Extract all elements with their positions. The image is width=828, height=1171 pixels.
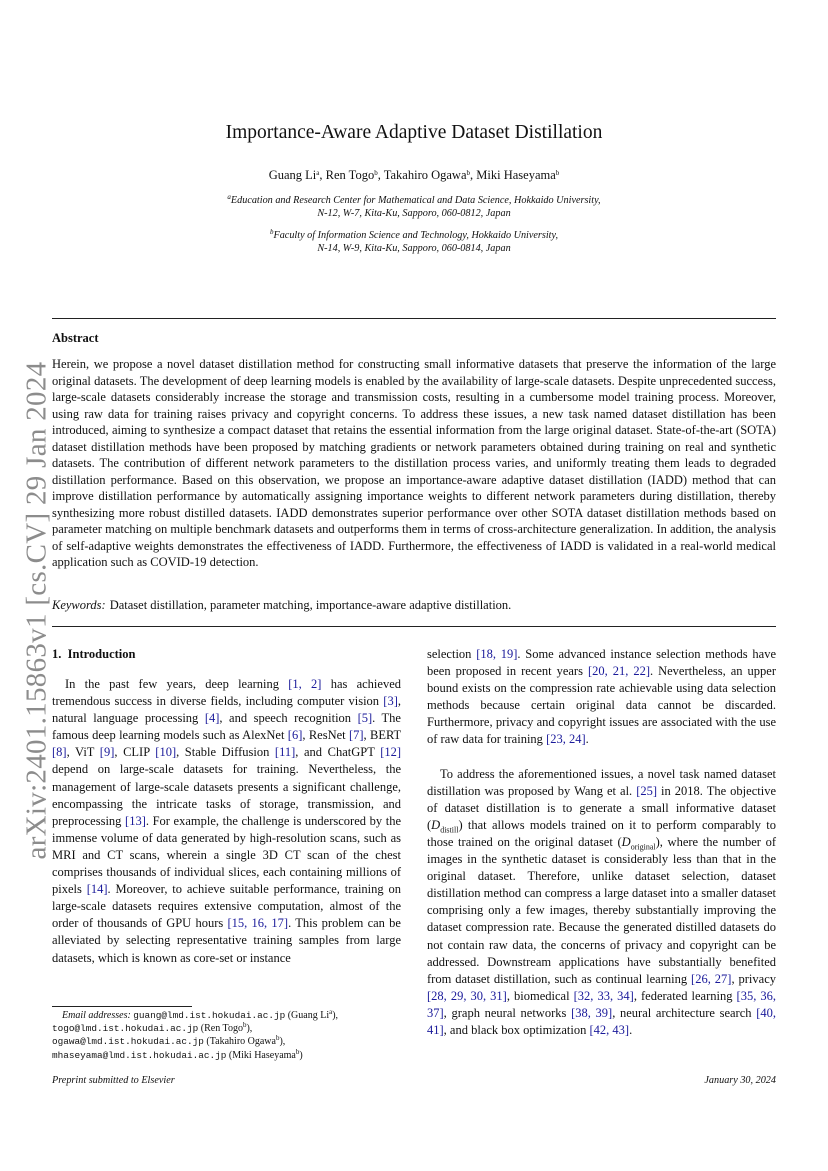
citation-link[interactable]: [42, 43] [589, 1022, 630, 1037]
footnotes: Email addresses: guang@lmd.ist.hokudai.ac.jp (Guang Li$^a$), togo@lmd.ist.hokudai.ac.jp (Ren Togo$^b$), ogawa@lmd.ist.hokudai.ac.jp (Takahiro Ogawa$^b$), mhaseyama@lmd.ist.hokudai.ac.jp (Miki Haseyama$^b$) [52, 1008, 339, 1061]
keywords-label: Keywords: [52, 598, 106, 612]
citation-link[interactable]: [13] [125, 813, 146, 828]
citation-link[interactable]: [32, 33, 34] [573, 988, 634, 1003]
divider [52, 318, 776, 319]
email-link[interactable]: guang@lmd.ist.hokudai.ac.jp [133, 1010, 286, 1021]
citation-link[interactable]: [9] [99, 745, 115, 760]
citation-link[interactable]: [8] [52, 745, 67, 760]
author: Ren Togo [325, 168, 375, 182]
citation-link[interactable]: [38, 39] [571, 1005, 613, 1020]
citation-link[interactable]: [18, 19] [476, 647, 518, 661]
citation-link[interactable]: [5] [357, 711, 373, 726]
paragraph: In the past few years, deep learning [1, 2] has achieved tremendous success in diverse fields, including computer vision [3], natural language processing [4], and speech recognition [5]. The famous deep learning models such as AlexNet [6], ResNet [7], BERT [8], ViT [9], CLIP [10], Stable Diffusion [11], and ChatGPT [12] depend on large-scale datasets for training. Nevertheless, the management of large-scale datasets presents a significant challenge, encompassing the intricate tasks of storage, transmission, and preprocessing [13]. For example, the challenge is underscored by the immense volume of data generated by high-resolution scans, such as MRI and CT scans, wherein a single 3D CT scan of the chest comprises thousands of individual slices, each containing millions of pixels [14]. Moreover, to achieve suitable performance, training on large-scale datasets requires extensive computation, almost of the order of thousands of GPU hours [15, 16, 17]. This problem can be alleviated by selecting representative training samples from large datasets, which is known as core-set or instance [52, 677, 402, 965]
author: Takahiro Ogawa [383, 168, 467, 182]
paper-title: Importance-Aware Adaptive Dataset Distillation [225, 122, 603, 143]
citation-link[interactable]: [12] [380, 745, 402, 760]
citation-link[interactable]: [20, 21, 22] [587, 664, 650, 679]
citation-link[interactable]: [6] [287, 728, 303, 743]
citation-link[interactable]: [15, 16, 17] [227, 916, 289, 931]
citation-link[interactable]: [4] [204, 711, 220, 726]
citation-link[interactable]: [25] [636, 783, 658, 798]
citation-link[interactable]: [7] [348, 728, 364, 743]
footnote-rule [52, 1006, 192, 1007]
email-link[interactable]: mhaseyama@lmd.ist.hokudai.ac.jp [52, 1049, 227, 1061]
section-heading: 1. Introduction [52, 647, 136, 661]
author-list: Guang Li$^a$, Ren Togo$^b$, Takahiro Ogawa$^b$, Miki Haseyama$^b$ [268, 168, 560, 182]
paragraph: To address the aforementioned issues, a novel task named dataset distillation was proposed by Wang et al. [25] in 2018. The objective of dataset distillation is to generate a small informative dataset $(D_{distill})$ that allows models trained on it to perform comparably to those trained on the original dataset $(D_{original})$, where the number of images in the synthetic dataset is considerably less than that in the original dataset. Therefore, unlike dataset selection, dataset distillation method can compress a large dataset into a smaller dataset comprising only a few images, thereby substantially improving the dataset compression rate. Because the generated distilled datasets do not contain raw data, the concerns of privacy and copyright can be addressed. Downstream applications have substantially benefited from dataset distillation, such as continual learning [26, 27], privacy [28, 29, 30, 31], biomedical [32, 33, 34], federated learning [35, 36, 37], graph neural networks [38, 39], neural architecture search [40, 41], and black box optimization [42, 43]. [427, 766, 777, 1037]
divider [52, 626, 776, 627]
left-column [52, 676, 401, 967]
keywords-text: Dataset distillation, parameter matching, importance-aware adaptive distillation. [109, 598, 512, 612]
abstract-heading: Abstract [52, 331, 99, 345]
email-link[interactable]: ogawa@lmd.ist.hokudai.ac.jp [52, 1036, 204, 1048]
footer-journal: Preprint submitted to Elsevier [52, 1075, 175, 1086]
right-column [427, 646, 776, 1039]
footnote-label: Email addresses: [62, 1010, 131, 1021]
citation-link[interactable]: [1, 2] [288, 677, 322, 691]
author: Miki Haseyama [476, 168, 556, 182]
keywords [52, 598, 511, 613]
affiliation-a: $^a$Education and Research Center for Mathematical and Data Science, Hokkaido University, N-12, W-7, Kita-Ku, Sapporo, 060-0812, Japan [227, 193, 601, 220]
paragraph: selection [18, 19]. Some advanced instance selection methods have been proposed in recent years [20, 21, 22]. Nevertheless, an upper bound exists on the compression rate achievable using data selection methods because certain original data cannot be discarded. Furthermore, privacy and copyright issues are associated with the use of raw data for training [23, 24]. [427, 647, 777, 747]
abstract-text: Herein, we propose a novel dataset distillation method for constructing small informative datasets that preserve the information of the large original datasets. The development of deep learning models is enabled by the availability of large-scale datasets. Despite unprecedented success, large-scale datasets considerably increase the storage and transmission costs, resulting in a cumbersome model training process. Moreover, using raw data for training raises privacy and copyright concerns. To address these issues, a new task named dataset distillation has been introduced, aiming to synthesize a compact dataset that retains the essential information from the large original dataset. State-of-the-art (SOTA) dataset distillation methods have been proposed by matching gradients or network parameters obtained during training on real and synthetic datasets. The contribution of different network parameters to the distillation process varies, and uniformly treating them leads to degraded distillation performance. Based on this observation, we propose an importance-aware adaptive dataset distillation (IADD) method that can improve distillation performance by automatically assigning importance weights to different network parameters during distillation, thereby synthesizing more robust distilled datasets. IADD demonstrates superior performance over other SOTA dataset distillation methods based on parameter matching on multiple benchmark datasets and outperforms them in terms of cross-architecture generalization. In addition, the analysis of self-adaptive weights demonstrates the effectiveness of IADD. Furthermore, the effectiveness of IADD is validated in a real-world medical application such as COVID-19 detection. [52, 357, 776, 569]
email-link[interactable]: togo@lmd.ist.hokudai.ac.jp [52, 1023, 199, 1035]
author: Guang Li [268, 168, 317, 182]
footer-date: January 30, 2024 [704, 1075, 776, 1086]
citation-link[interactable]: [40, 41] [427, 1005, 776, 1037]
citation-link[interactable]: [10] [155, 745, 177, 760]
affiliation-b: $^b$Faculty of Information Science and Technology, Hokkaido University, N-14, W-9, Kita-Ku, Sapporo, 060-0814, Japan [269, 228, 559, 255]
citation-link[interactable]: [14] [86, 882, 108, 897]
citation-link[interactable]: [35, 36, 37] [427, 988, 777, 1020]
citation-link[interactable]: [3] [383, 694, 398, 709]
arxiv-stamp: arXiv:2401.15863v1 [cs.CV] 29 Jan 2024 [20, 361, 53, 859]
citation-link[interactable]: [28, 29, 30, 31] [427, 988, 507, 1003]
citation-link[interactable]: [11] [274, 745, 296, 760]
citation-link[interactable]: [23, 24] [546, 732, 586, 747]
citation-link[interactable]: [26, 27] [691, 971, 732, 986]
